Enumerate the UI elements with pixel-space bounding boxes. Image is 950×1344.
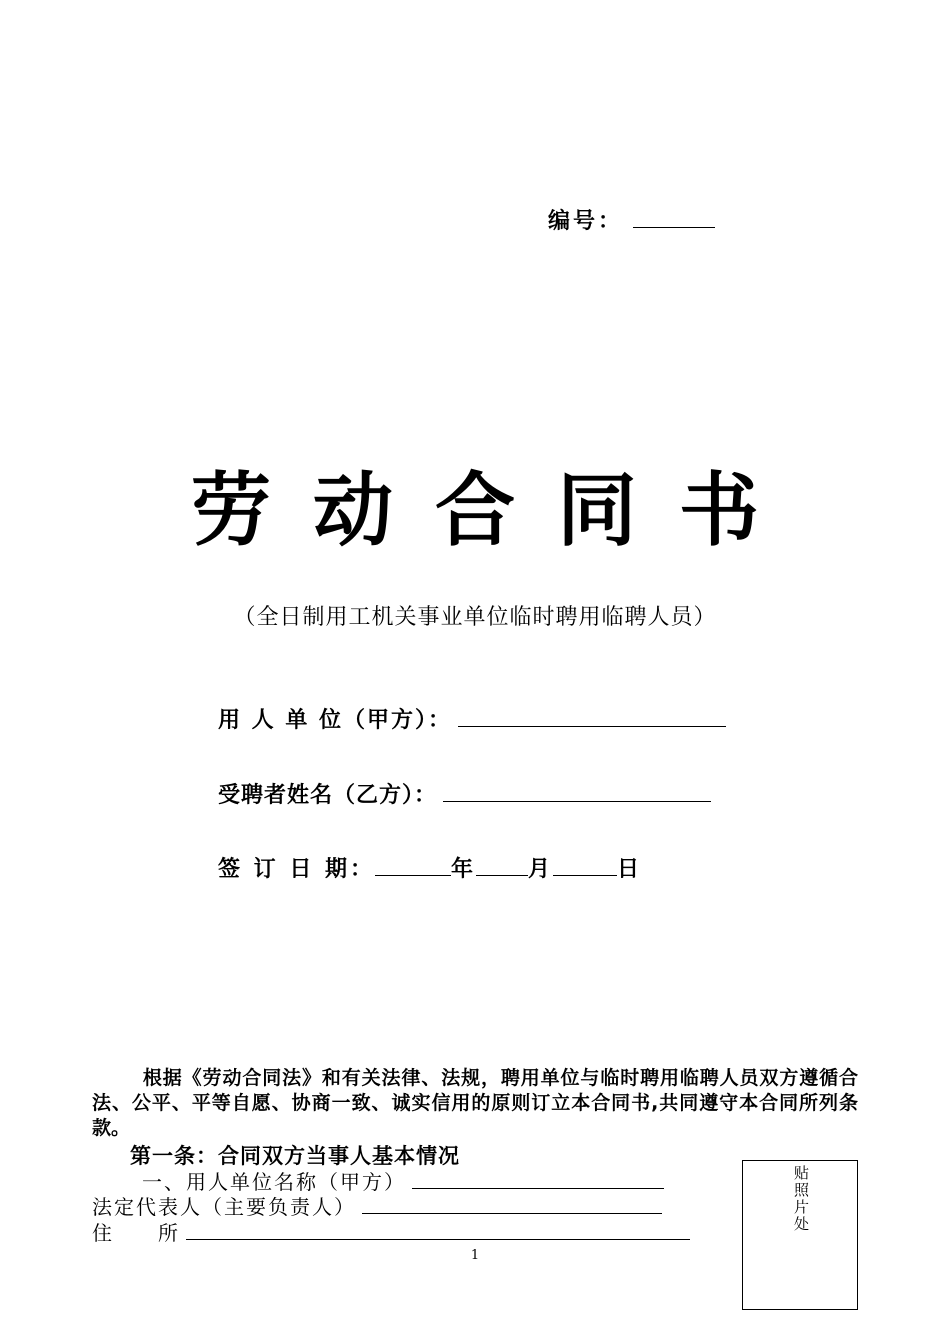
employer-line [218, 703, 726, 734]
document-title: 劳动合同书 [191, 464, 801, 557]
year-blank[interactable] [375, 874, 451, 876]
day-label: 日 [617, 857, 643, 882]
employee-label: 受聘者姓名（乙方）： [218, 783, 438, 808]
month-blank[interactable] [476, 874, 528, 876]
page-number: 1 [470, 1248, 480, 1263]
employee-line [218, 778, 711, 809]
employee-blank[interactable] [443, 800, 711, 802]
address-blank[interactable] [186, 1238, 690, 1240]
employer-blank[interactable] [458, 725, 726, 727]
legal-rep-label: 法定代表人（主要负责人） [92, 1195, 356, 1219]
serial-number-label: 编号： [548, 209, 624, 234]
month-label: 月 [528, 857, 554, 882]
legal-rep-blank[interactable] [362, 1212, 662, 1214]
serial-number-line [548, 204, 715, 235]
address-line [92, 1217, 690, 1246]
article-1-title: 第一条：合同双方当事人基本情况 [130, 1143, 460, 1168]
address-label: 住 所 [92, 1221, 180, 1245]
intro-text: 根据《劳动合同法》和有关法律、法规，聘用单位与临时聘用临聘人员双方遵循合法、公平、平等自愿、协商一致、诚实信用的原则订立本合同书,共同遵守本合同所列条款。 [92, 1067, 858, 1139]
photo-box-label: 贴照片处 [792, 1165, 810, 1233]
legal-rep-line [92, 1191, 662, 1220]
employer-name-blank[interactable] [412, 1187, 664, 1189]
sign-date-label: 签 订 日 期： [218, 857, 375, 882]
photo-box [742, 1160, 858, 1310]
serial-number-blank[interactable] [633, 226, 715, 228]
day-blank[interactable] [553, 874, 617, 876]
intro-paragraph [92, 1066, 858, 1141]
year-label: 年 [450, 857, 476, 882]
document-subtitle: （全日制用工机关事业单位临时聘用临聘人员） [233, 605, 717, 630]
employer-label: 用 人 单 位（甲方）： [218, 708, 452, 733]
employer-name-label: 一、用人单位名称（甲方） [142, 1170, 406, 1194]
sign-date-line [218, 852, 642, 883]
